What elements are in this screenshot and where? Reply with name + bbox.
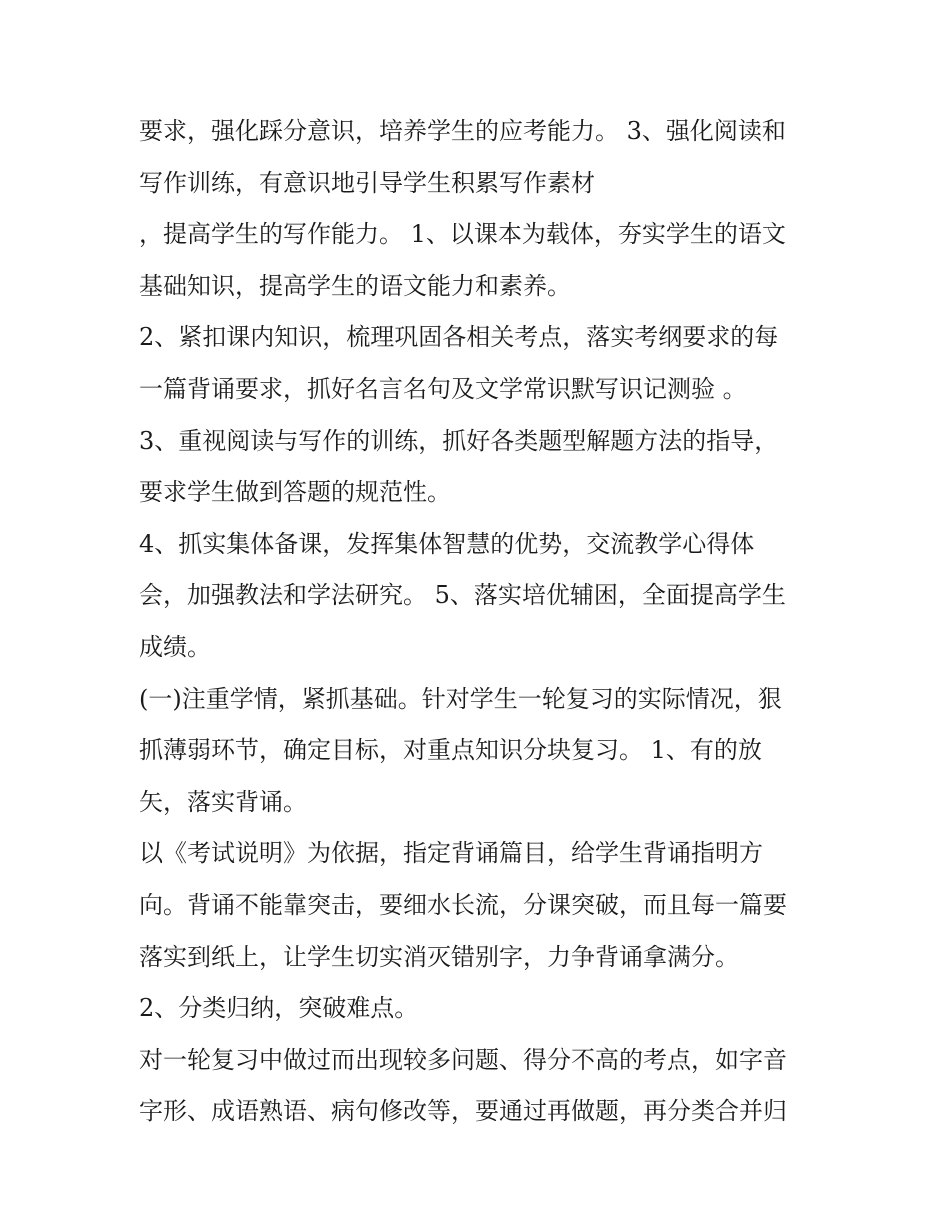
text-line-8: 要求学生做到答题的规范性。 xyxy=(139,478,451,507)
text-line-6: 一篇背诵要求，抓好名言名句及文学常识默写识记测验 。 xyxy=(139,374,747,403)
text-line-20: 字形、成语熟语、病句修改等，要通过再做题，再分类合并归 xyxy=(139,1097,787,1126)
text-line-3: ，提高学生的写作能力。 1、以课本为载体，夯实学生的语文 xyxy=(139,220,786,249)
text-line-7: 3、重视阅读与写作的训练，抓好各类题型解题方法的指导， xyxy=(139,426,779,455)
text-line-18: 2、分类归纳，突破难点。 xyxy=(139,994,419,1023)
text-line-16: 向。背诵不能靠突击，要细水长流，分课突破，而且每一篇要 xyxy=(139,890,787,919)
text-line-4: 基础知识，提高学生的语文能力和素养。 xyxy=(139,271,571,300)
text-line-12: (一)注重学情，紧抓基础。针对学生一轮复习的实际情况，狠 xyxy=(139,684,782,713)
document-body xyxy=(139,106,829,1138)
text-line-15: 以《考试说明》为依据，指定背诵篇目，给学生背诵指明方 xyxy=(139,839,763,868)
text-line-2: 写作训练，有意识地引导学生积累写作素材 xyxy=(139,168,595,197)
text-line-13: 抓薄弱环节，确定目标，对重点知识分块复习。 1、有的放 xyxy=(139,736,762,765)
text-line-1: 要求，强化踩分意识，培养学生的应考能力。 3、强化阅读和 xyxy=(139,117,786,145)
text-line-11: 成绩。 xyxy=(139,632,211,661)
text-line-9: 4、抓实集体备课，发挥集体智慧的优势，交流教学心得体 xyxy=(139,529,755,558)
text-line-10: 会，加强教法和学法研究。 5、落实培优辅困，全面提高学生 xyxy=(139,581,786,610)
text-line-17: 落实到纸上，让学生切实消灭错别字，力争背诵拿满分。 xyxy=(139,942,739,971)
text-line-14: 矢，落实背诵。 xyxy=(139,787,307,816)
text-line-5: 2、紧扣课内知识，梳理巩固各相关考点，落实考纲要求的每 xyxy=(139,323,779,352)
text-line-19: 对一轮复习中做过而出现较多问题、得分不高的考点，如字音 xyxy=(139,1045,787,1074)
